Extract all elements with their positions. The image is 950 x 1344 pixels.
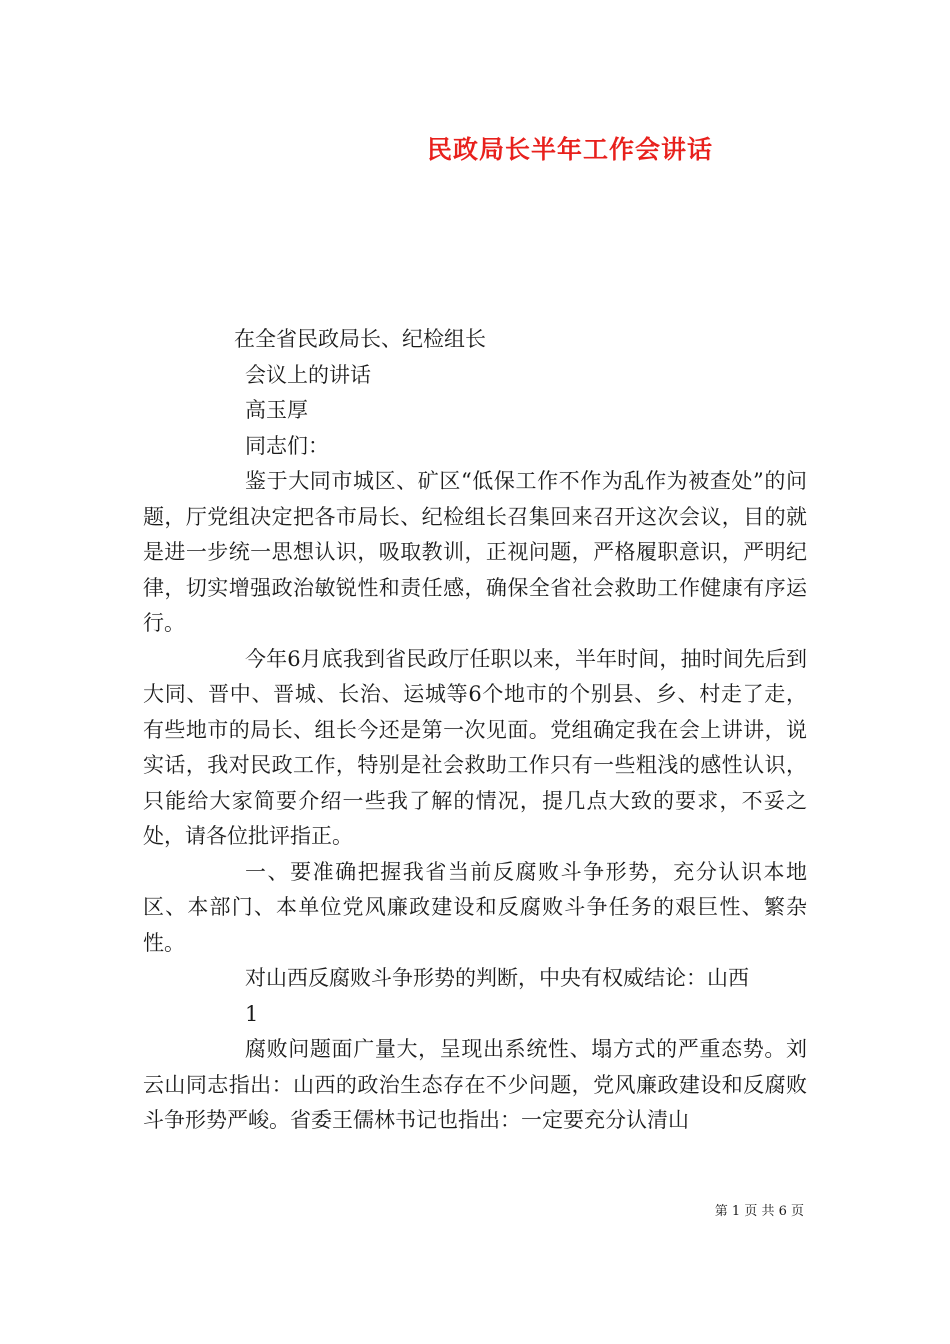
document-body xyxy=(143,322,807,1139)
speaker-name: 高玉厚 xyxy=(245,398,308,422)
speech-occasion-line-1: 在全省民政局长、纪检组长 xyxy=(234,327,486,351)
paragraph-4-first-line: 对山西反腐败斗争形势的判断，中央有权威结论：山西 xyxy=(245,966,749,990)
paragraph-2: 今年6月底我到省民政厅任职以来，半年时间，抽时间先后到大同、晋中、晋城、长治、运城等6个地市的个别县、乡、村走了走，有些地市的局长、组长今还是第一次见面。党组确定我在会上讲讲，说实话，我对民政工作，特别是社会救助工作只有一些粗浅的感性认识，只能给大家简要介绍一些我了解的情况，提几点大致的要求，不妥之处，请各位批评指正。 xyxy=(143,646,807,848)
document-title: 民政局长半年工作会讲话 xyxy=(426,135,713,164)
paragraph-3-section-heading: 一、要准确把握我省当前反腐败斗争形势，充分认识本地区、本部门、本单位党风廉政建设和反腐败斗争任务的艰巨性、繁杂性。 xyxy=(143,859,807,955)
speech-occasion-line-2: 会议上的讲话 xyxy=(245,362,371,387)
page-footer: 第 1 页 共 6 页 xyxy=(714,1204,804,1219)
inline-page-number: 1 xyxy=(245,1001,259,1026)
paragraph-1: 鉴于大同市城区、矿区“低保工作不作为乱作为被查处”的问题，厅党组决定把各市局长、纪检组长召集回来召开这次会议，目的就是进一步统一思想认识，吸取教训，正视问题，严格履职意识，严明纪律，切实增强政治敏锐性和责任感，确保全省社会救助工作健康有序运行。 xyxy=(143,469,807,635)
paragraph-5: 腐败问题面广量大，呈现出系统性、塌方式的严重态势。刘云山同志指出：山西的政治生态存在不少问题，党风廉政建设和反腐败斗争形势严峻。省委王儒林书记也指出：一定要充分认清山 xyxy=(143,1037,807,1132)
salutation: 同志们： xyxy=(245,433,329,458)
